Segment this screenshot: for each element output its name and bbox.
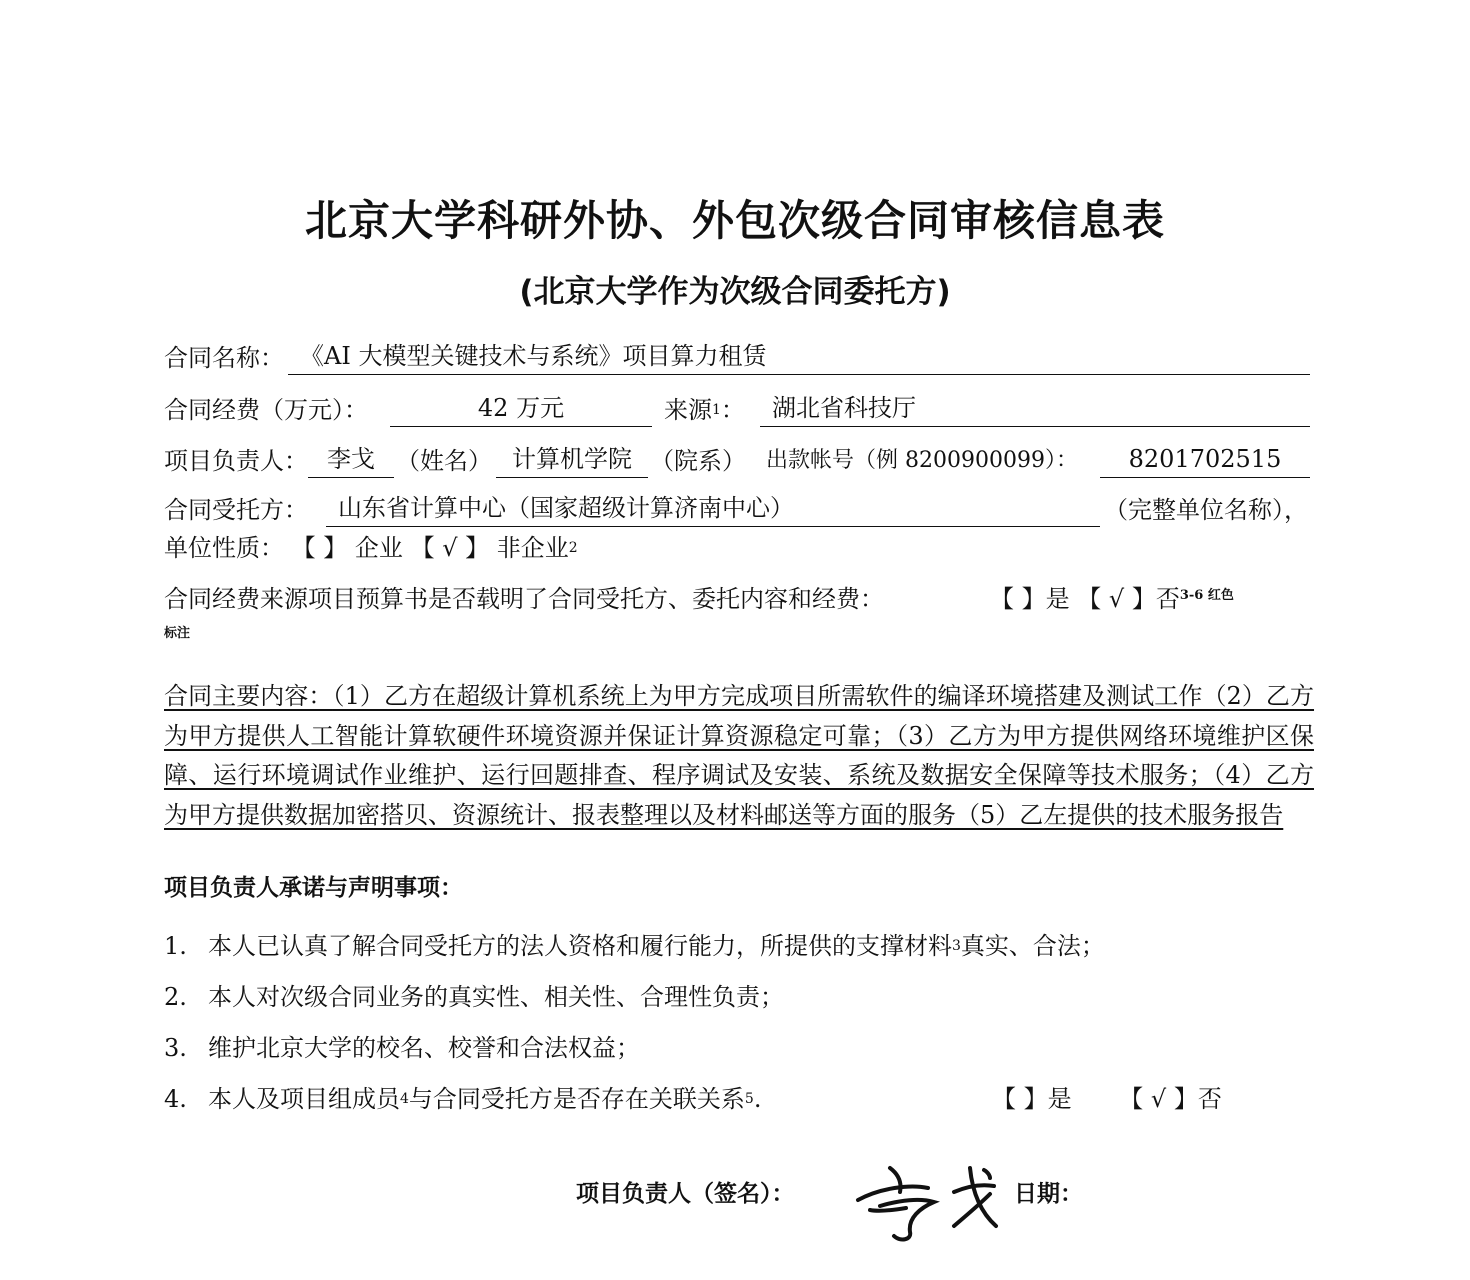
- lead-name-field: [308, 445, 394, 478]
- commitment-number: 4.: [164, 1085, 187, 1113]
- enterprise-checkbox[interactable]: 【 】: [291, 534, 348, 562]
- relation-answer-group: [992, 1083, 1222, 1115]
- handwritten-signature: [850, 1148, 1010, 1248]
- commitment-text: 本人及项目组成员: [208, 1085, 400, 1113]
- footnote-3-6-continuation: 标注: [164, 626, 191, 641]
- page-title: 北京大学科研外协、外包次级合同审核信息表: [304, 196, 1165, 245]
- contract-name-field: [288, 342, 1310, 375]
- date-label: 日期：: [1014, 1181, 1083, 1207]
- budget-yes-label: 是: [1045, 585, 1070, 613]
- commitment-text-end: .: [753, 1085, 762, 1113]
- signature-label: 项目负责人（签名）：: [576, 1181, 795, 1207]
- commitment-number: 2.: [164, 983, 187, 1011]
- budget-yes-checkbox[interactable]: 【 】: [990, 585, 1046, 613]
- relation-no-checkbox[interactable]: 【 √ 】: [1119, 1085, 1198, 1113]
- contract-funds-value: 42 万元: [477, 394, 565, 422]
- page-subtitle: (北京大学作为次级合同委托方): [519, 274, 951, 310]
- budget-no-label: 否: [1155, 585, 1180, 613]
- main-content-text: （1）乙方在超级计算机系统上为甲方完成项目所需软件的编译环境搭建及测试工作（2）乙方为甲方提供人工智能计算软硬件环境资源并保证计算资源稳定可靠；（3）乙方为甲方提供网络环境维护区保障、运行环境调试作业维护、运行回题排查、程序调试及安装、系统及数据安全保障等技术服务；（4）乙方为甲方提供数据加密搭贝、资源统计、报表整理以及材料邮送等方面的服务（5）乙左提供的技术服务报告: [164, 682, 1315, 829]
- trustee-label: 合同受托方：: [164, 496, 308, 524]
- funds-source-label-group: [664, 394, 745, 430]
- contract-funds-field: [390, 394, 652, 427]
- trustee-suffix: （完整单位名称），: [1104, 496, 1308, 524]
- funds-source-colon: ：: [720, 396, 745, 424]
- lead-dept-value: 计算机学院: [512, 445, 632, 473]
- commitments-heading: 项目负责人承诺与声明事项：: [164, 875, 463, 901]
- enterprise-label: 企业: [354, 534, 403, 562]
- unit-nature-group: [164, 532, 578, 568]
- commitment-text-cont: 真实、合法；: [960, 932, 1105, 960]
- commitment-text: 本人对次级合同业务的真实性、相关性、合理性负责；: [208, 983, 784, 1011]
- contract-name-value: 《AI 大模型关键技术与系统》项目算力租赁: [300, 342, 767, 370]
- budget-no-checkbox[interactable]: 【 √ 】: [1077, 585, 1156, 613]
- lead-name-value: 李戈: [327, 445, 375, 473]
- lead-dept-field: [496, 445, 648, 478]
- relation-yes-label: 是: [1047, 1085, 1072, 1113]
- commitment-number: 3.: [164, 1034, 187, 1062]
- budget-question-text: 合同经费来源项目预算书是否载明了合同受托方、委托内容和经费：: [164, 585, 884, 613]
- commitment-item-2: [164, 981, 784, 1013]
- project-lead-label: 项目负责人：: [164, 447, 308, 475]
- main-content-paragraph: [164, 677, 1314, 835]
- footnote-1: 1: [712, 402, 721, 418]
- contract-name-label: 合同名称：: [164, 344, 284, 372]
- commitment-item-1: [164, 930, 1105, 966]
- commitment-text: 本人已认真了解合同受托方的法人资格和履行能力，所提供的支撑材料: [208, 932, 952, 960]
- footnote-5: 5: [744, 1091, 754, 1107]
- commitment-item-4: [164, 1083, 761, 1119]
- account-label: 出款帐号（例 8200900099）：: [766, 448, 1078, 473]
- lead-dept-caption: （院系）: [650, 447, 746, 475]
- contract-funds-label: 合同经费（万元）：: [164, 396, 368, 424]
- lead-name-caption: （姓名）: [396, 447, 492, 475]
- non-enterprise-label: 非企业: [496, 534, 569, 562]
- commitment-text-cont: 与合同受托方是否存在关联关系: [408, 1085, 745, 1113]
- footnote-3-6: 3-6 红色: [1179, 588, 1234, 603]
- relation-no-label: 否: [1197, 1085, 1222, 1113]
- footnote-2: 2: [568, 540, 578, 556]
- trustee-value: 山东省计算中心（国家超级计算济南中心）: [338, 494, 794, 522]
- account-field: [1100, 445, 1310, 478]
- budget-answer-group: [990, 583, 1234, 620]
- commitment-text: 维护北京大学的校名、校誉和合法权益；: [208, 1034, 640, 1062]
- footnote-4: 4: [400, 1091, 409, 1107]
- relation-yes-checkbox[interactable]: 【 】: [992, 1085, 1048, 1113]
- unit-nature-label: 单位性质：: [164, 534, 284, 562]
- commitment-item-3: [164, 1032, 640, 1064]
- main-content-label: 合同主要内容：: [164, 682, 333, 710]
- funds-source-label: 来源: [664, 396, 712, 424]
- footnote-3: 3: [952, 938, 961, 954]
- non-enterprise-checkbox[interactable]: 【 √ 】: [410, 534, 490, 562]
- commitment-number: 1.: [164, 932, 187, 960]
- account-value: 8201702515: [1128, 445, 1282, 473]
- funds-source-value: 湖北省科技厅: [772, 394, 916, 422]
- trustee-field: [326, 494, 1100, 527]
- funds-source-field: [760, 394, 1310, 427]
